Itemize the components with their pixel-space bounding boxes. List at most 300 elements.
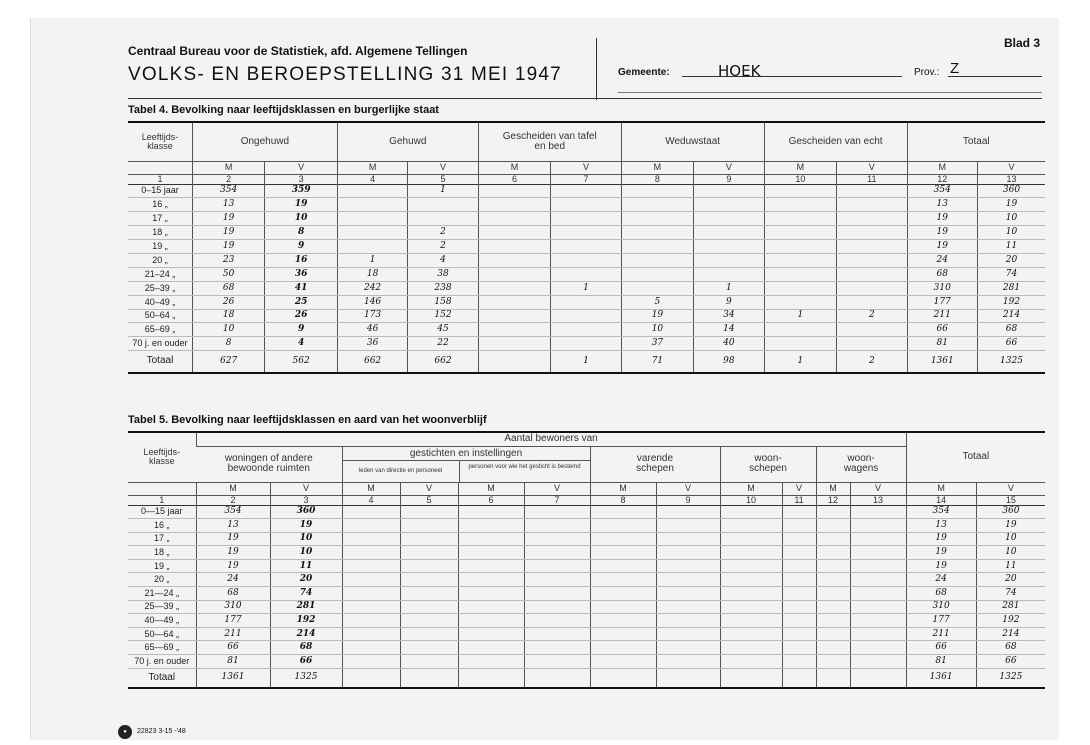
total-value [342,668,400,688]
t5-totaal-header: Totaal [906,433,1045,482]
total-value: 1325 [270,668,342,688]
cell-value: 68 [192,281,264,295]
cell-value [458,614,524,628]
cell-value: 281 [270,600,342,614]
column-number: 12 [907,174,977,184]
column-number: 13 [850,495,906,505]
cell-value: 1 [764,309,836,323]
table-row [128,600,1045,614]
cell-value [850,587,906,601]
column-number: 7 [524,495,590,505]
cell-value [478,212,550,226]
cell-value [816,505,850,519]
mv-label-v: V [408,161,478,174]
header-divider [596,38,597,100]
cell-value: 173 [337,309,407,323]
column-number: 5 [408,174,478,184]
cell-value [656,627,720,641]
cell-value [458,627,524,641]
table-row [128,309,1045,323]
cell-value: 41 [265,281,337,295]
table-row [128,198,1045,212]
cell-value [816,655,850,669]
cell-value [400,505,458,519]
mv-label-v: V [656,482,720,495]
cell-value: 281 [976,600,1045,614]
cell-value: 19 [192,240,264,254]
cell-value [656,559,720,573]
cell-value: 281 [978,281,1046,295]
cell-value: 20 [978,253,1046,267]
cell-value [458,600,524,614]
cell-value [478,253,550,267]
cell-value: 19 [621,309,693,323]
cell-value [837,184,907,198]
total-value [400,668,458,688]
cell-value: 10 [978,226,1046,240]
cell-value [458,655,524,669]
cell-value [720,587,782,601]
cell-value [837,240,907,254]
column-number: 2 [192,174,264,184]
cell-value: 214 [270,627,342,641]
age-class-label: 21—24 „ [128,587,196,601]
t5-woonwagens-line1: woon- [847,453,875,464]
mv-label-m: M [720,482,782,495]
group-weduwstaat: Weduwstaat [621,123,764,161]
cell-value: 354 [907,184,977,198]
cell-value [551,267,621,281]
total-value: 1 [764,351,836,373]
age-class-label: 70 j. en ouder [128,337,192,351]
cell-value [764,267,836,281]
column-number: 10 [764,174,836,184]
cell-value [621,281,693,295]
mv-label-m: M [342,482,400,495]
cell-value [551,184,621,198]
cell-value: 2 [837,309,907,323]
cell-value: 1 [551,281,621,295]
cell-value [816,532,850,546]
cell-value [524,573,590,587]
column-number: 9 [694,174,764,184]
cell-value: 18 [192,309,264,323]
cell-value: 360 [270,505,342,519]
cell-value: 10 [976,546,1045,560]
mv-label-m: M [192,161,264,174]
cell-value [694,240,764,254]
column-number: 13 [978,174,1046,184]
leeftijd-header [128,123,192,161]
mv-label-m: M [590,482,656,495]
cell-value: 66 [906,641,976,655]
cell-value [524,641,590,655]
mv-label-m: M [478,161,550,174]
cell-value [551,295,621,309]
cell-value [400,627,458,641]
group-gescheiden-echt: Gescheiden van echt [764,123,907,161]
column-number: 12 [816,495,850,505]
cell-value: 238 [408,281,478,295]
cell-value [478,323,550,337]
cell-value [816,587,850,601]
column-number: 4 [342,495,400,505]
cell-value [590,505,656,519]
sheet-number [1004,36,1040,50]
cell-value: 19 [192,226,264,240]
table-row [128,587,1045,601]
table-row [128,281,1045,295]
gemeente-label: Gemeente: [618,67,670,78]
cell-value: 19 [976,519,1045,533]
column-number: 15 [976,495,1045,505]
cell-value [621,226,693,240]
cell-value: 11 [976,559,1045,573]
cell-value [816,573,850,587]
total-value: 662 [408,351,478,373]
form-title: VOLKS- EN BEROEPSTELLING 31 MEI 1947 [128,64,562,85]
mv-label-m: M [337,161,407,174]
age-class-label: 40–49 „ [128,295,192,309]
age-class-label: 65–69 „ [128,323,192,337]
mv-label-m: M [764,161,836,174]
total-row [128,668,1045,688]
total-value [478,351,550,373]
cell-value: 9 [265,323,337,337]
tabel4-mv-row [128,161,1045,174]
mv-label-v: V [265,161,337,174]
cell-value [837,253,907,267]
cell-value [524,655,590,669]
cell-value [524,587,590,601]
cell-value [816,519,850,533]
cell-value [400,532,458,546]
table-row [128,573,1045,587]
cell-value: 4 [408,253,478,267]
cell-value [342,600,400,614]
cell-value: 19 [196,532,270,546]
cell-value: 19 [265,198,337,212]
column-number: 11 [782,495,816,505]
cell-value [478,309,550,323]
t5-woonschepen-header [720,446,816,482]
total-value: 71 [621,351,693,373]
cell-value [656,614,720,628]
cell-value [837,281,907,295]
tabel4-body [128,184,1045,373]
cell-value [621,212,693,226]
cell-value [720,627,782,641]
cell-value [524,559,590,573]
cell-value: 177 [906,614,976,628]
total-value: 2 [837,351,907,373]
cell-value [337,226,407,240]
t5-leeftijd-line2: klasse [148,456,175,467]
age-class-label: 50–64 „ [128,309,192,323]
cell-value [816,600,850,614]
cell-value: 354 [906,505,976,519]
blad-number: 3 [1033,36,1041,50]
cell-value [478,226,550,240]
cell-value: 24 [907,253,977,267]
total-label: Totaal [128,668,196,688]
cell-value: 4 [265,337,337,351]
total-value: 1 [551,351,621,373]
age-class-label: 50—64 „ [128,627,196,641]
column-number: 1 [128,174,192,184]
cell-value: 177 [907,295,977,309]
cell-value: 26 [265,309,337,323]
cell-value: 66 [270,655,342,669]
column-number: 5 [400,495,458,505]
cell-value: 310 [196,600,270,614]
table-row [128,627,1045,641]
cell-value [816,559,850,573]
cell-value [590,587,656,601]
cell-value [478,281,550,295]
t5-gestichten-title: gestichten en instellingen [343,447,590,461]
tabel5-mv-row [128,482,1045,495]
cell-value [478,198,550,212]
cell-value [850,573,906,587]
t5-woonwagens-header [816,446,906,482]
cell-value: 74 [976,587,1045,601]
cell-value [590,546,656,560]
cell-value [694,198,764,212]
cell-value: 37 [621,337,693,351]
age-class-label: 65—69 „ [128,641,196,655]
age-class-label: 70 j. en ouder [128,655,196,669]
table-row [128,295,1045,309]
cell-value [400,546,458,560]
total-value: 98 [694,351,764,373]
cell-value [694,184,764,198]
total-value: 1361 [907,351,977,373]
age-class-label: 25–39 „ [128,281,192,295]
cell-value [400,573,458,587]
cell-value: 24 [906,573,976,587]
bureau-name: Centraal Bureau voor de Statistiek, afd. Algemene Tellingen [128,44,468,58]
mv-label-m: M [458,482,524,495]
age-class-label: 16 „ [128,519,196,533]
cell-value [850,600,906,614]
cell-value [524,532,590,546]
cell-value [782,505,816,519]
age-class-label: 16 „ [128,198,192,212]
cell-value [656,573,720,587]
tabel5-title: Tabel 5. Bevolking naar leeftijdsklassen en aard van het woonverblijf [128,414,487,426]
column-number: 3 [270,495,342,505]
mv-label-v: V [978,161,1046,174]
cell-value: 45 [408,323,478,337]
cell-value [524,600,590,614]
cell-value: 11 [270,559,342,573]
cell-value [621,184,693,198]
cell-value: 19 [906,532,976,546]
cell-value [782,641,816,655]
cell-value [656,532,720,546]
cell-value: 10 [265,212,337,226]
table-row [128,641,1045,655]
table-row [128,655,1045,669]
cell-value [850,532,906,546]
t5-leeftijd-line1: Leeftijds- [143,447,181,458]
cell-value: 10 [976,532,1045,546]
table-row [128,240,1045,254]
table-row [128,559,1045,573]
cell-value: 8 [265,226,337,240]
header-blank-line [618,92,1042,93]
cell-value: 13 [907,198,977,212]
column-number: 4 [337,174,407,184]
column-number: 10 [720,495,782,505]
leeftijd-header-line1: Leeftijds- [141,131,179,142]
age-class-label: 20 „ [128,253,192,267]
table-row [128,505,1045,519]
cell-value [458,519,524,533]
cell-value: 5 [621,295,693,309]
cell-value [764,212,836,226]
cell-value: 81 [907,337,977,351]
cell-value: 10 [270,532,342,546]
column-number: 2 [196,495,270,505]
cell-value: 9 [694,295,764,309]
table-row [128,253,1045,267]
cell-value: 19 [907,240,977,254]
t5-woonwagens-line2: wagens [843,463,879,474]
cell-value: 19 [196,546,270,560]
column-number: 6 [458,495,524,505]
age-class-label: 18 „ [128,226,192,240]
cell-value: 46 [337,323,407,337]
mv-label-m: M [196,482,270,495]
cell-value: 18 [337,267,407,281]
cell-value [551,226,621,240]
mv-spacer [128,161,192,174]
cell-value [764,226,836,240]
t5-gestichten-sub2: personen voor wie het gesticht is bestemd [468,463,581,470]
cell-value: 68 [196,587,270,601]
mv-label-v: V [524,482,590,495]
cell-value [458,587,524,601]
cell-value: 192 [270,614,342,628]
total-value: 1325 [976,668,1045,688]
cell-value: 10 [270,546,342,560]
cell-value [551,198,621,212]
total-value [656,668,720,688]
age-class-label: 0—15 jaar [128,505,196,519]
column-number: 8 [621,174,693,184]
cell-value [342,505,400,519]
cell-value [764,295,836,309]
cell-value [720,505,782,519]
table-row [128,212,1045,226]
cell-value [524,546,590,560]
cell-value [342,573,400,587]
blad-label: Blad [1004,36,1031,50]
cell-value [656,519,720,533]
cell-value: 68 [976,641,1045,655]
cell-value: 20 [270,573,342,587]
cell-value [590,559,656,573]
cell-value [782,573,816,587]
mv-spacer [128,482,196,495]
group-gehuwd: Gehuwd [337,123,478,161]
cell-value: 310 [907,281,977,295]
prov-label: Prov.: [914,67,940,78]
mv-label-v: V [850,482,906,495]
age-class-label: 0–15 jaar [128,184,192,198]
cell-value: 66 [976,655,1045,669]
age-class-label: 19 „ [128,240,192,254]
t5-woningen-header [196,446,342,482]
cell-value: 11 [978,240,1046,254]
cell-value [837,226,907,240]
cell-value [782,600,816,614]
table-row [128,614,1045,628]
cell-value: 8 [192,337,264,351]
table-row [128,532,1045,546]
cell-value: 26 [192,295,264,309]
cell-value: 50 [192,267,264,281]
cell-value: 25 [265,295,337,309]
cell-value [720,641,782,655]
cell-value: 66 [907,323,977,337]
t5-aantal-bewoners-header: Aantal bewoners van [196,433,906,446]
cell-value: 74 [270,587,342,601]
table-row [128,226,1045,240]
cell-value [524,627,590,641]
header-rule [128,98,1042,99]
mv-label-v: V [976,482,1045,495]
total-value [590,668,656,688]
cell-value [850,655,906,669]
cell-value: 1 [694,281,764,295]
cell-value: 211 [907,309,977,323]
cell-value [720,532,782,546]
cell-value [400,587,458,601]
cell-value: 38 [408,267,478,281]
cell-value [764,323,836,337]
cell-value [837,267,907,281]
cell-value [400,614,458,628]
cell-value [590,600,656,614]
cell-value [837,212,907,226]
cell-value: 36 [337,337,407,351]
mv-label-v: V [782,482,816,495]
cell-value [837,337,907,351]
cell-value [408,198,478,212]
total-value [816,668,850,688]
cell-value [782,627,816,641]
cell-value: 22 [408,337,478,351]
cell-value [694,226,764,240]
cell-value: 66 [196,641,270,655]
cell-value [478,337,550,351]
cell-value [656,505,720,519]
cell-value [458,546,524,560]
cell-value [524,519,590,533]
cell-value: 81 [906,655,976,669]
gemeente-line [682,76,902,77]
cell-value [551,253,621,267]
table-row [128,267,1045,281]
cell-value [551,240,621,254]
cell-value [764,337,836,351]
cell-value [342,655,400,669]
column-number: 7 [551,174,621,184]
cell-value: 19 [907,226,977,240]
